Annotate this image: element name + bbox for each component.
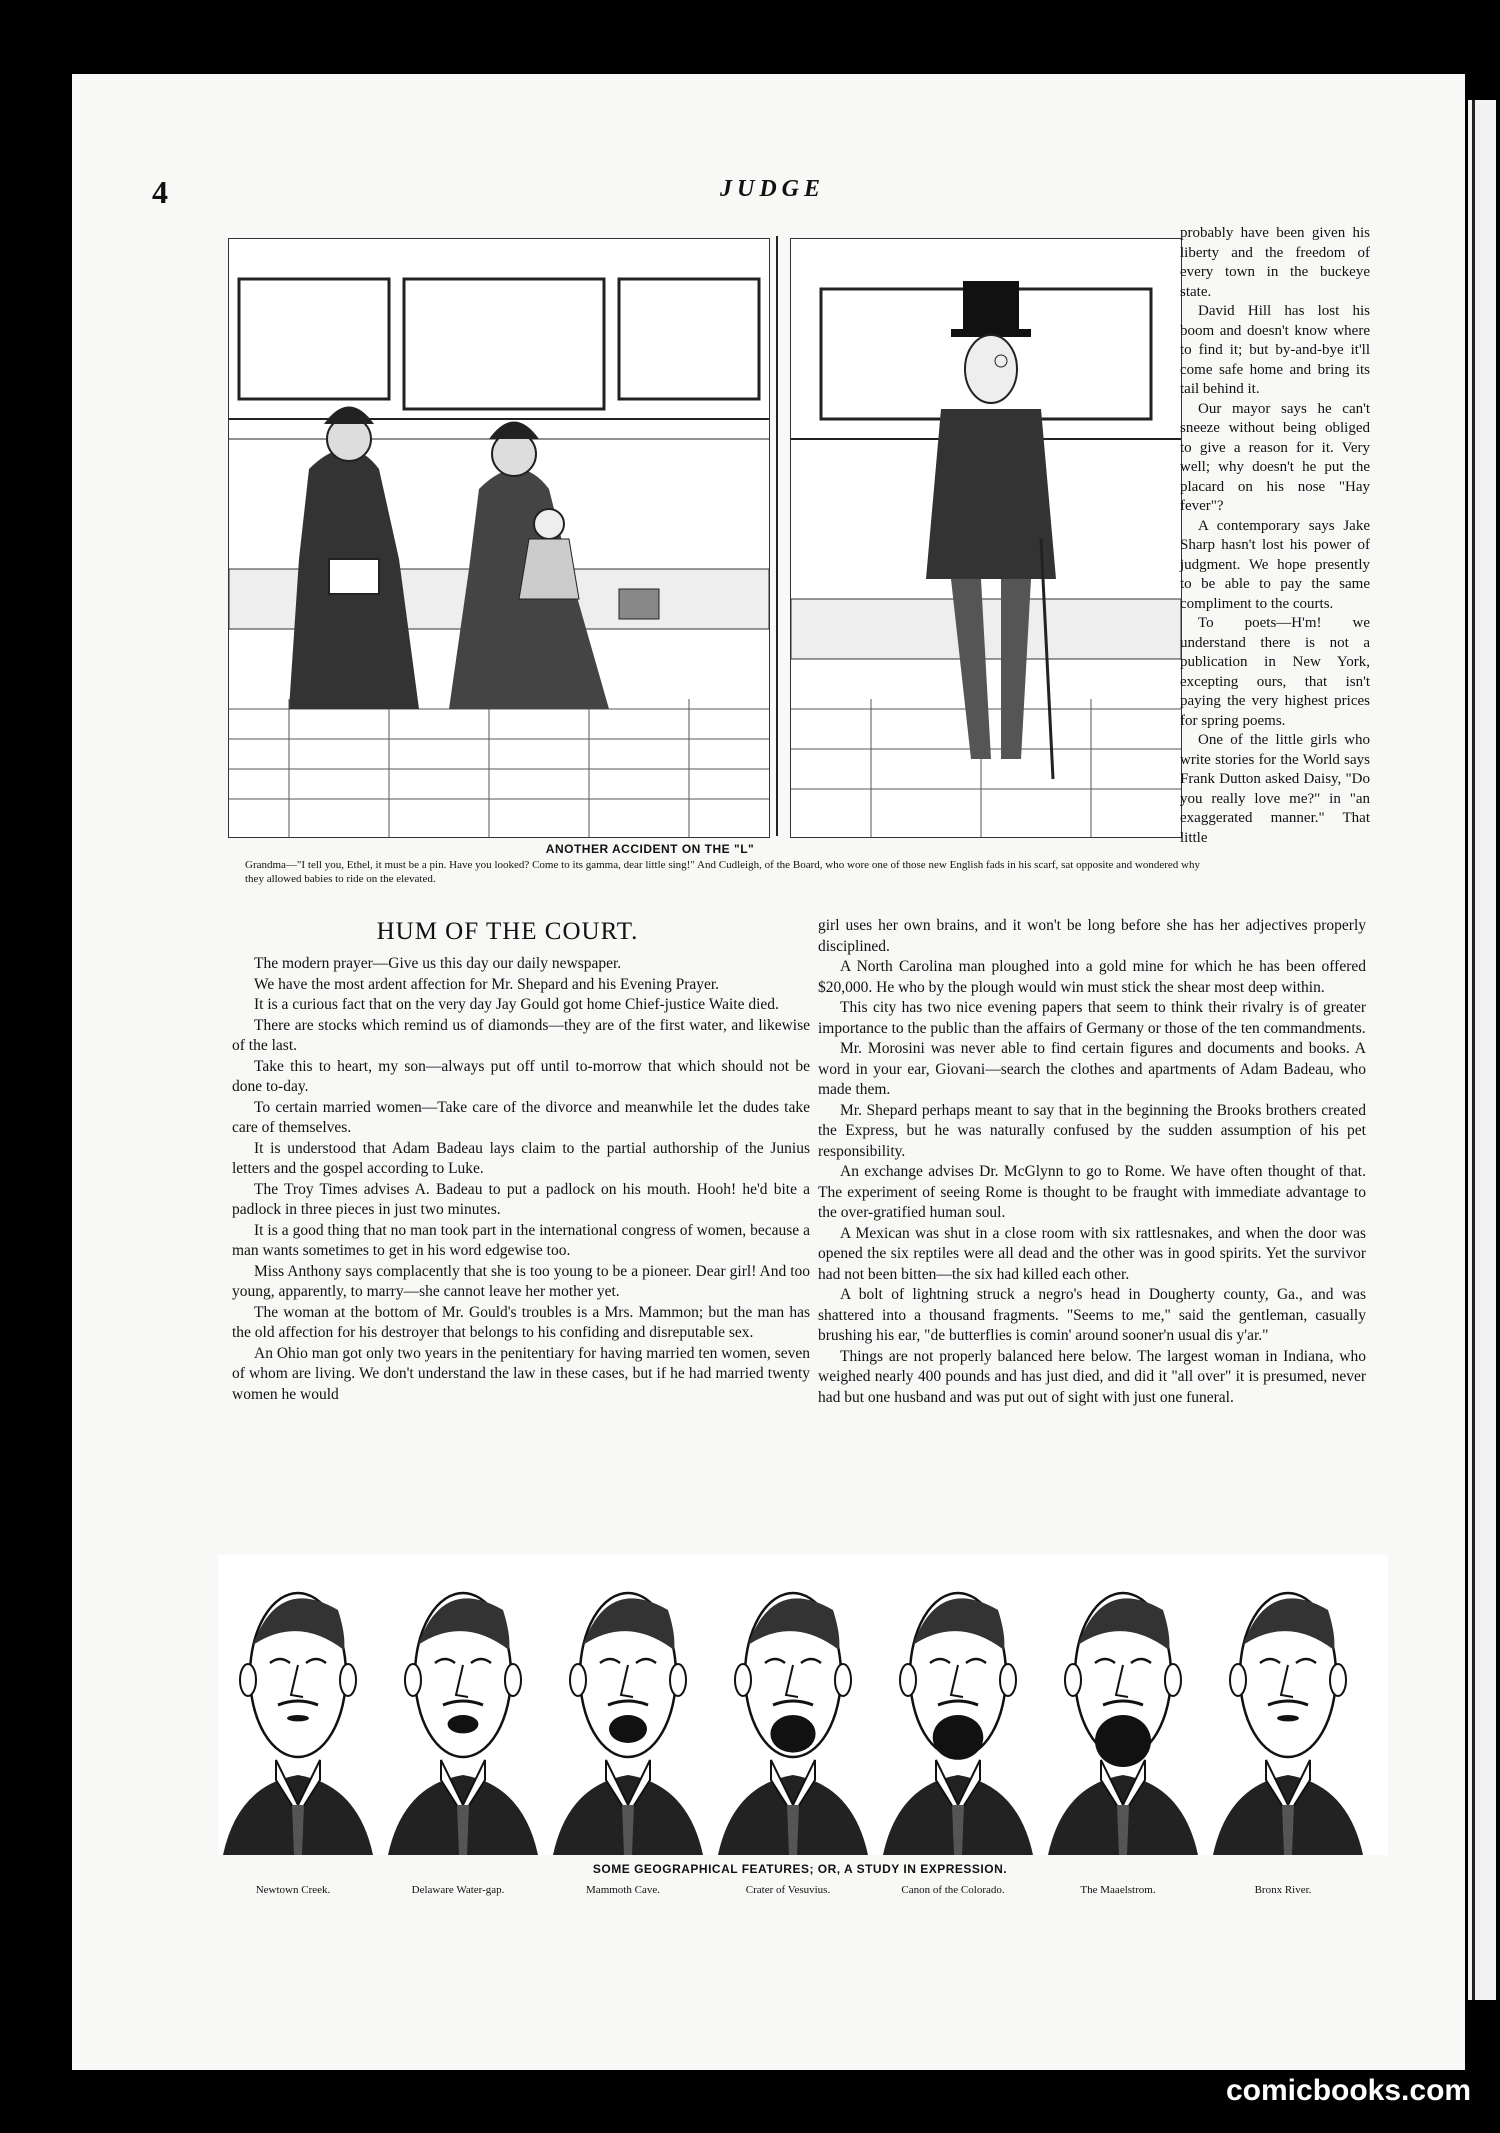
- paragraph: One of the little girls who write stories for the World says Frank Dutton asked Daisy, "Do you really love me?" in "an exaggerated manner." That little: [1180, 732, 1370, 846]
- article-column-2: [818, 916, 1366, 1408]
- paragraph: probably have been given his liberty and the freedom of every town in the buckeye state.: [1180, 225, 1370, 300]
- paragraph: The woman at the bottom of Mr. Gould's troubles is a Mrs. Mammon; but the man has the old affection for his destroyer that belongs to his confiding and disreputable sex.: [232, 1303, 810, 1341]
- face-label: Canon of the Colorado.: [901, 1884, 1005, 1896]
- paragraph: This city has two nice evening papers that seem to think their rivalry is of greater importance to the public than the affairs of Germany or those of the ten commandments.: [818, 999, 1366, 1037]
- paragraph: Our mayor says he can't sneeze without being obliged to give a reason for it. Very well; why doesn't he put the placard on his nose "Hay fever"?: [1180, 400, 1370, 514]
- face-label: Mammoth Cave.: [586, 1884, 660, 1896]
- cartoon-gentleman: [790, 238, 1182, 838]
- paragraph: To certain married women—Take care of the divorce and meanwhile let the dudes take care of themselves.: [232, 1098, 810, 1136]
- paragraph: There are stocks which remind us of diamonds—they are of the first water, and likewise of the last.: [232, 1016, 810, 1054]
- page-number: 4: [152, 174, 168, 210]
- paragraph: girl uses her own brains, and it won't be long before she has her adjectives properly disciplined.: [818, 917, 1366, 955]
- face-label: Delaware Water-gap.: [411, 1884, 505, 1896]
- paragraph: Things are not properly balanced here below. The largest woman in Indiana, who weighed nearly 400 pounds and has just died, and did it "all over" it is presumed, never had but one husband and was put out of sight with just one funeral.: [818, 1347, 1366, 1406]
- top-cartoon-title: ANOTHER ACCIDENT ON THE "L": [545, 842, 755, 856]
- paragraph: It is a good thing that no man took part in the international congress of women, because a man wants sometimes to get in his word edgewise too.: [232, 1221, 810, 1259]
- masthead: JUDGE: [720, 176, 826, 202]
- paragraph: We have the most ardent affection for Mr. Shepard and his Evening Prayer.: [254, 975, 720, 993]
- paragraph: It is a curious fact that on the very day Jay Gould got home Chief-justice Waite died.: [254, 996, 779, 1013]
- face-7: [1213, 1593, 1363, 1855]
- cartoon-women-baby: [228, 238, 770, 838]
- article-title: HUM OF THE COURT.: [376, 918, 639, 945]
- paragraph: Miss Anthony says complacently that she is too young to be a pioneer. Dear girl! And too young, apparently, to marry—she cannot leave her mother yet.: [232, 1262, 810, 1300]
- cartoon-faces: [218, 1555, 1388, 1855]
- bottom-cartoon-title: SOME GEOGRAPHICAL FEATURES; OR, A STUDY IN EXPRESSION.: [592, 1862, 1008, 1876]
- face-label: Bronx River.: [1254, 1884, 1312, 1896]
- paragraph: A contemporary says Jake Sharp hasn't lost his power of judgment. We hope presently to be able to pay the same compliment to the courts.: [1180, 517, 1370, 612]
- paragraph: A North Carolina man ploughed into a gold mine for which he has been offered $20,000. He who by the plough would win must stick the shear most deep within.: [818, 958, 1366, 996]
- paragraph: Take this to heart, my son—always put off until to-morrow that which should not be done to-day.: [232, 1057, 810, 1095]
- paragraph: The modern prayer—Give us this day our daily newspaper.: [254, 955, 622, 972]
- article-column-right: [1180, 224, 1370, 848]
- face-label: The Maaelstrom.: [1080, 1884, 1156, 1896]
- paragraph: An exchange advises Dr. McGlynn to go to Rome. We have often thought of that. The experiment of seeing Rome is thought to be fraught with immediate advantage to the over-gratified human soul.: [818, 1163, 1366, 1221]
- paragraph: It is understood that Adam Badeau lays claim to the partial authorship of the Junius letters and the gospel according to Luke.: [232, 1139, 810, 1177]
- paragraph: The Troy Times advises A. Badeau to put a padlock on his mouth. Hooh! he'd bite a padlock in three pieces in just two minutes.: [232, 1180, 810, 1218]
- paragraph: To poets—H'm! we understand there is not a publication in New York, excepting ours, that isn't paying the very highest prices for spring poems.: [1180, 615, 1370, 729]
- paragraph: David Hill has lost his boom and doesn't know where to find it; but by-and-bye it'll come safe home and bring its tail behind it.: [1180, 303, 1370, 397]
- paragraph: Mr. Morosini was never able to find certain figures and documents and books. A word in your ear, Giovani—search the clothes and apartments of Adam Badeau, who made them.: [818, 1040, 1366, 1098]
- paragraph: An Ohio man got only two years in the penitentiary for having married ten women, seven of whom are living. We don't understand the law in these cases, but if he had married twenty women he would: [232, 1344, 810, 1403]
- paragraph: Mr. Shepard perhaps meant to say that in the beginning the Brooks brothers created the Express, but he was naturally confused by the sudden assumption of his pet responsibility.: [818, 1101, 1366, 1160]
- face-5: [883, 1593, 1033, 1855]
- face-label: Crater of Vesuvius.: [745, 1884, 831, 1896]
- column-divider: [776, 236, 778, 836]
- paragraph: A Mexican was shut in a close room with six rattlesnakes, and when the door was opened the six reptiles were all dead and the other was in good spirits. Yet the survivor had not been bitten—the six had killed each other.: [818, 1224, 1366, 1283]
- face-1: [223, 1593, 373, 1855]
- face-label: Newtown Creek.: [255, 1884, 331, 1896]
- face-3: [553, 1593, 703, 1855]
- face-2: [388, 1593, 538, 1855]
- article-column-1: [232, 954, 810, 1405]
- top-cartoon-caption: Grandma—"I tell you, Ethel, it must be a pin. Have you looked? Come to its gamma, dear little sing!" And Cudleigh, of the Board, who wore one of those new English fads in his scarf, sat opposite and wondered why they allowed babies to ride on the elevated.: [245, 859, 1200, 885]
- adjacent-page-edge: [1468, 100, 1496, 2000]
- paragraph: A bolt of lightning struck a negro's head in Dougherty county, Ga., and was shattered into a thousand fragments. "Seems to me," said the gentleman, casually brushing his ear, "de butterflies is comin' around sooner'n usual dis y'ar.": [818, 1286, 1366, 1344]
- face-6: [1048, 1593, 1198, 1855]
- watermark: comicbooks.com: [1226, 2074, 1472, 2107]
- face-4: [718, 1593, 868, 1855]
